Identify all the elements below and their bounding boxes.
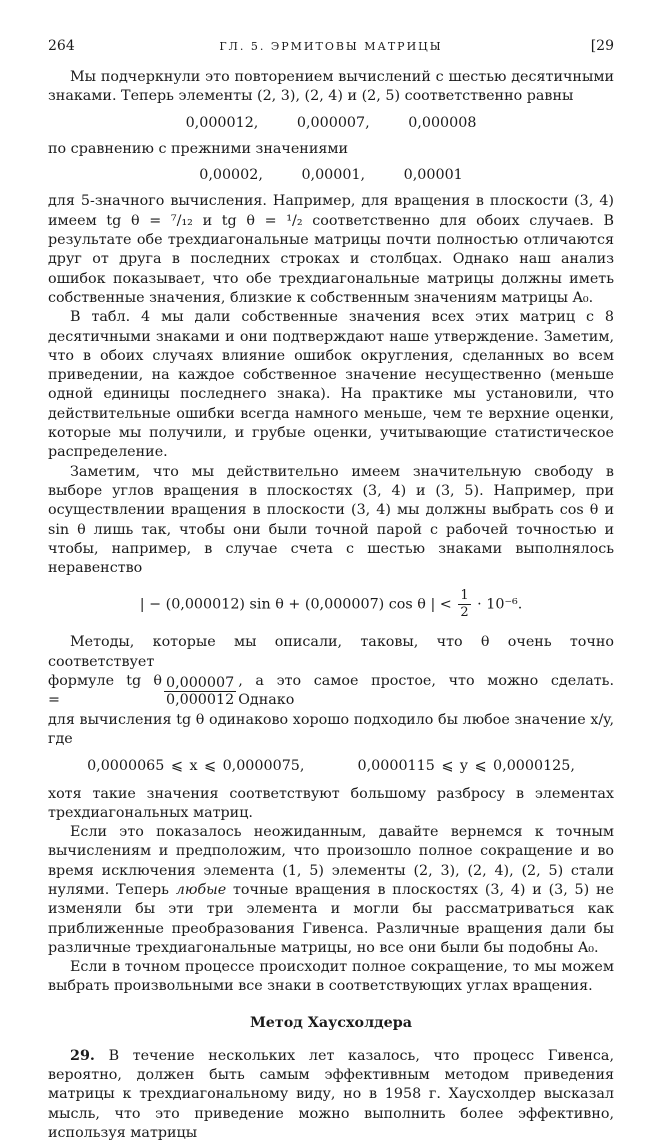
tangent-fraction bbox=[164, 675, 236, 708]
value-old-2: 0,00001, bbox=[301, 167, 366, 184]
bounds-display bbox=[48, 757, 614, 776]
tangent-numerator: 0,000007 bbox=[165, 674, 235, 691]
paragraph-9: Если в точном процессе происходит полное сокращение, то мы можем выбрать произвольными все знаки в соответствующих углах вращения. bbox=[48, 959, 614, 995]
value-new-1: 0,000012, bbox=[185, 114, 259, 131]
x-bounds: 0,0000065 ⩽ x ⩽ 0,0000075, bbox=[87, 758, 305, 775]
value-new-3: 0,000008 bbox=[408, 114, 477, 131]
fraction-half-numerator: 1 bbox=[460, 588, 469, 604]
inequality-right: · 10⁻⁶. bbox=[477, 596, 523, 613]
formula-prefix: формуле tg θ = bbox=[48, 673, 162, 709]
fraction-half bbox=[458, 588, 470, 621]
value-old-1: 0,00002, bbox=[199, 167, 263, 184]
paragraph-10 bbox=[48, 1047, 614, 1143]
paragraph-number: 29. bbox=[70, 1047, 95, 1064]
paragraph-3: для 5-значного вычисления. Например, для вращения в плоскости (3, 4) имеем tg θ = ⁷/₁₂ и tg θ = ¹/₂ соответственно для обоих случаев. В результате обе трехдиагональные матрицы почти полностью отличаются друг от друга в последних строках и столбцах. Однако наш анализ ошибок показывает, что обе трехдиагональные матрицы должны иметь собственные значения, близкие к собственным значениям матрицы A₀. bbox=[48, 193, 614, 306]
section-marker: [29 bbox=[590, 38, 614, 54]
paragraph-8 bbox=[48, 823, 614, 958]
page bbox=[48, 38, 614, 1143]
display-values-new bbox=[48, 114, 614, 133]
page-number: 264 bbox=[48, 38, 75, 54]
paragraph-1: Мы подчеркнули это повторением вычислений с шестью десятичными знаками. Теперь элементы (2, 3), (2, 4) и (2, 5) соответственно равны bbox=[48, 69, 614, 105]
display-values-old bbox=[48, 166, 614, 185]
paragraph-7: хотя такие значения соответствуют большому разбросу в элементах трехдиагональных матриц. bbox=[48, 785, 614, 821]
emphasis-any: любые bbox=[175, 881, 227, 898]
paragraph-10-text: В течение нескольких лет казалось, что процесс Гивенса, вероятно, должен быть самым эффективным методом приведения матрицы к трехдиагональному виду, но в 1958 г. Хаусхолдер высказал мысль, что это приведение можно выполнить более эффективно, используя матрицы bbox=[48, 1047, 614, 1141]
fraction-half-denominator: 2 bbox=[460, 605, 469, 621]
y-bounds: 0,0000115 ⩽ y ⩽ 0,0000125, bbox=[357, 758, 575, 775]
running-header bbox=[48, 38, 614, 68]
tangent-formula-line bbox=[48, 672, 614, 711]
section-heading: Метод Хаусхолдера bbox=[249, 1014, 413, 1031]
paragraph-6-end: для вычисления tg θ одинаково хорошо подходило бы любое значение x/y, где bbox=[48, 711, 614, 747]
inequality-formula bbox=[48, 588, 614, 621]
formula-suffix: , а это самое простое, что можно сделать. Однако bbox=[238, 673, 614, 709]
value-new-2: 0,000007, bbox=[296, 114, 370, 131]
paragraph-5: Заметим, что мы действительно имеем значительную свободу в выборе углов вращения в плоскостях (3, 4) и (3, 5). Например, при осуществлении вращения в плоскости (3, 4) мы должны выбрать cos θ и sin θ лишь так, чтобы они были точной парой с рабочей точностью и чтобы, например, в случае счета с шестью знаками выполнялось неравенство bbox=[48, 463, 614, 577]
paragraph-8-part-a: Если это показалось неожиданным, давайте вернемся к точным вычислениям и предположим, что произошло полное сокращение и во время исключения элемента (1, 5) элементы (2, 3), (2, 4), (2, 5) стали нулями. Теперь bbox=[48, 824, 614, 898]
tangent-denominator: 0,000012 bbox=[165, 691, 235, 708]
running-title: ГЛ. 5. ЭРМИТОВЫ МАТРИЦЫ bbox=[219, 40, 443, 53]
paragraph-4: В табл. 4 мы дали собственные значения всех этих матриц с 8 десятичными знаками и они подтверждают наше утверждение. Заметим, что в обоих случаях влияние ошибок округления, сделанных во всем приведении, на каждое собственное значение несущественно (меньше одной единицы последнего знака). На практике мы установили, что действительные ошибки всегда намного меньше, чем те верхние оценки, которые мы получили, и грубые оценки, учитывающие статистическое распределение. bbox=[48, 309, 614, 461]
inequality-left: | − (0,000012) sin θ + (0,000007) cos θ | < bbox=[139, 596, 452, 613]
paragraph-6-start: Методы, которые мы описали, таковы, что θ очень точно соответствует bbox=[48, 634, 614, 670]
value-old-3: 0,00001 bbox=[403, 167, 463, 184]
paragraph-8-part-b: точные вращения в плоскостях (3, 4) и (3, 5) не изменяли бы эти три элемента и могли бы рассматриваться как приближенные преобразования Гивенса. Различные вращения дали бы различные трехдиагональные матрицы, но все они были бы подобны A₀. bbox=[48, 881, 614, 956]
paragraph-2: по сравнению с прежними значениями bbox=[48, 140, 349, 157]
